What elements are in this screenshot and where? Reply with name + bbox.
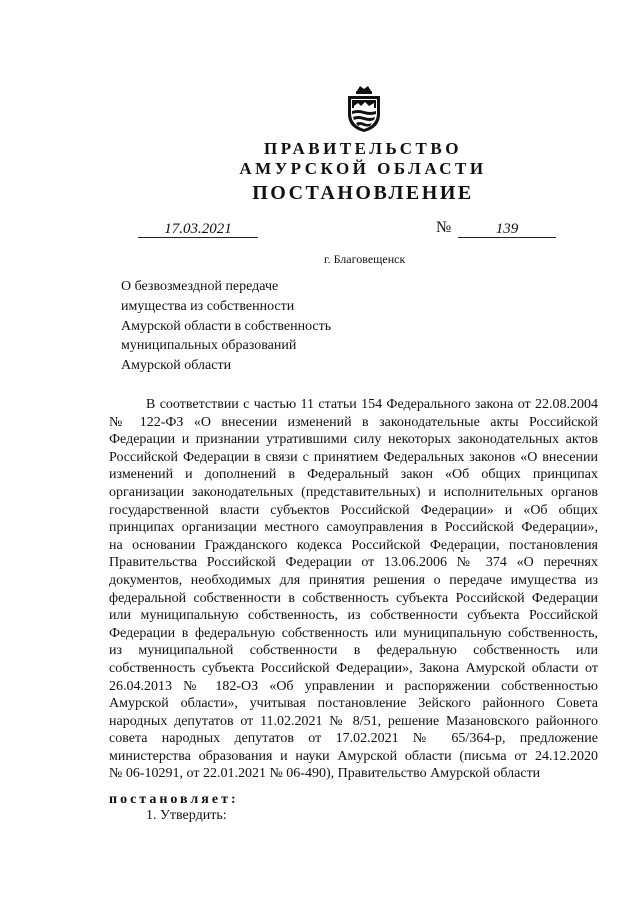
body-line: изменений и дополнений в Федеральный закон «Об общих принципах (109, 467, 598, 483)
body-line: документов, необходимых для принятия решения о передаче имущества из (109, 572, 598, 588)
item-1: 1. Утвердить: (146, 808, 227, 823)
document-subject (121, 277, 331, 376)
preamble-paragraph (109, 396, 598, 783)
body-line: организации законодательных (представительных) и исполнительных органов (109, 484, 598, 500)
body-line: федеральной собственности в собственность субъекта Российской Федерации (109, 590, 598, 606)
body-line: 26.04.2013 № 182-ОЗ «Об управлении и распоряжении собственностью (109, 678, 598, 694)
body-line: № 06-10291, от 22.01.2021 № 06-490), Правительство Амурской области (109, 766, 541, 782)
subject-line: муниципальных образований (121, 338, 297, 354)
body-line: народных депутатов от 11.02.2021 № 8/51, решение Мазановского районного (109, 713, 598, 729)
body-line: принципах организации местного самоуправления в Российской Федерации», (109, 520, 598, 536)
org-name-line2: АМУРСКОЙ ОБЛАСТИ (239, 159, 487, 178)
decree-word: постановляет: (109, 792, 239, 807)
subject-line: Амурской области в собственность (121, 318, 332, 334)
body-line: собственность субъекта Российской Федерации», Закона Амурской области от (109, 660, 598, 676)
body-line: совета народных депутатов от 17.02.2021 № 65/364-р, предложение (109, 731, 598, 747)
body-line: Федерации в федеральную собственность или муниципальную собственность, (109, 625, 598, 641)
body-line: государственной власти субъектов Российской Федерации» и «Об общих (109, 502, 598, 518)
coat-of-arms-icon (344, 84, 384, 134)
subject-line: О безвозмездной передаче (121, 279, 279, 294)
number-label: № (436, 219, 452, 236)
body-line: Правительства Российской Федерации от 13.06.2006 № 374 «О перечнях (109, 555, 598, 571)
subject-line: Амурской области (121, 358, 232, 374)
body-line: или муниципальную собственность, из собственности субъекта Российской (109, 608, 598, 624)
body-line: Российской Федерации в связи с принятием Федеральных законов «О внесении (109, 449, 598, 465)
org-name-line1: ПРАВИТЕЛЬСТВО (264, 139, 462, 158)
body-line: из муниципальной собственности в федеральную собственность или (109, 643, 598, 659)
body-line: министерства образования и науки Амурской области (письма от 24.12.2020 (109, 748, 598, 764)
body-line: Амурской области», учитывая постановление Зейского районного Совета (109, 696, 598, 712)
body-line: на основании Гражданского кодекса Российской Федерации, постановления (109, 537, 598, 553)
document-number: 139 (458, 222, 556, 238)
city: г. Благовещенск (324, 252, 406, 266)
subject-line: имущества из собственности (121, 298, 295, 314)
document-type: ПОСТАНОВЛЕНИЕ (252, 182, 474, 204)
body-line: Федерации и признании утратившими силу некоторых законодательных актов (109, 432, 598, 448)
body-line: № 122-ФЗ «О внесении изменений в законодательные акты Российской (109, 414, 598, 430)
body-line: В соответствии с частью 11 статьи 154 Федерального закона от 22.08.2004 (146, 397, 598, 412)
document-date: 17.03.2021 (138, 222, 258, 238)
